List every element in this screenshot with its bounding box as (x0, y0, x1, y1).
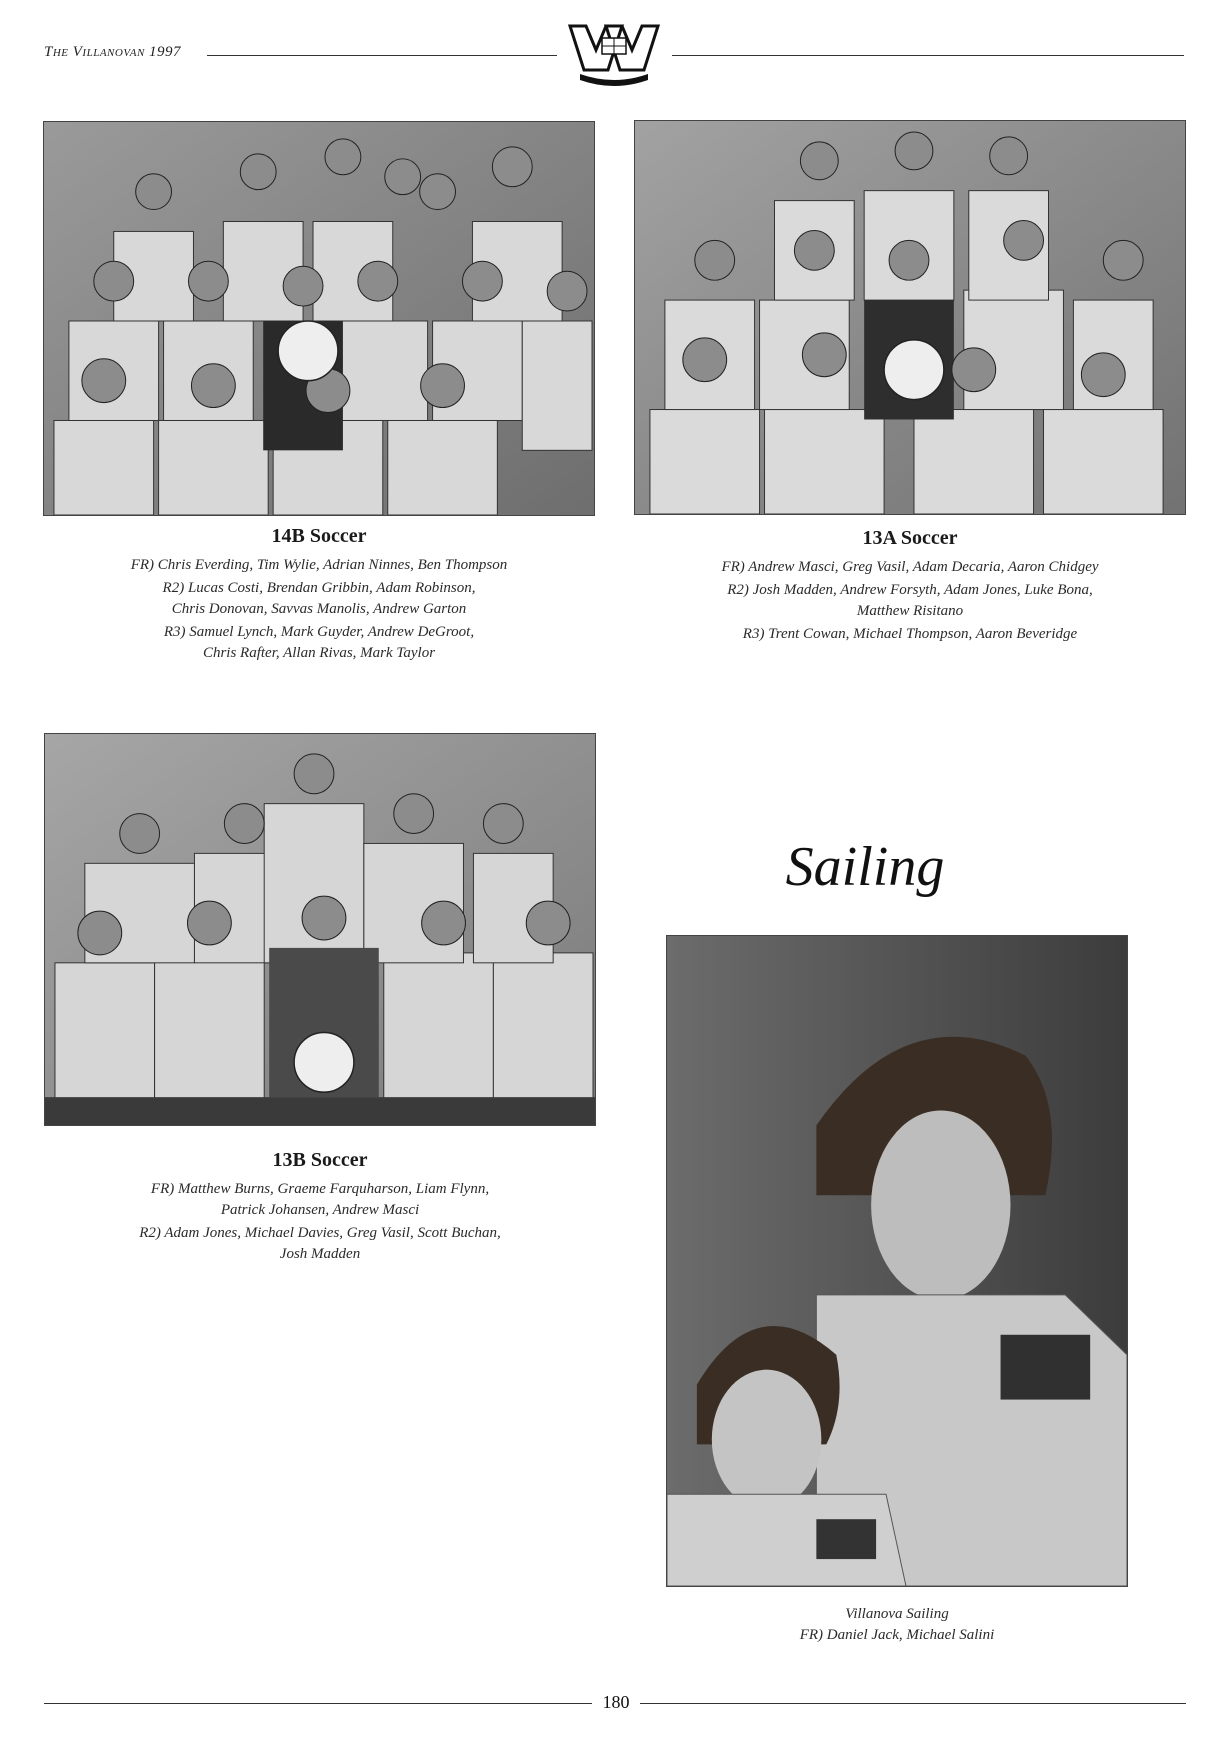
team-photo-14b-soccer (43, 121, 595, 516)
running-header-title: The Villanovan 1997 (44, 44, 182, 60)
caption-row: R2) Josh Madden, Andrew Forsyth, Adam Jones, Luke Bona, (727, 582, 1093, 598)
caption-title: 13A Soccer (862, 527, 958, 549)
caption-row: Chris Rafter, Allan Rivas, Mark Taylor (202, 645, 436, 661)
footer-rule-left (44, 1703, 592, 1704)
caption-row: FR) Chris Everding, Tim Wylie, Adrian Ninnes, Ben Thompson (130, 557, 508, 573)
caption-row: FR) Daniel Jack, Michael Salini (799, 1627, 995, 1643)
caption-row: R3) Samuel Lynch, Mark Guyder, Andrew DeGroot, (163, 624, 475, 640)
caption-row: Matthew Risitano (856, 603, 964, 619)
caption-row: FR) Andrew Masci, Greg Vasil, Adam Decaria, Aaron Chidgey (721, 559, 1099, 575)
team-photo-villanova-sailing (666, 935, 1128, 1587)
footer-rule-right (640, 1703, 1186, 1704)
caption-row: Josh Madden (279, 1246, 361, 1262)
page-number: 180 (594, 1692, 638, 1713)
caption-14b-soccer (43, 523, 595, 666)
caption-row: R3) Trent Cowan, Michael Thompson, Aaron Beveridge (742, 626, 1078, 642)
caption-title: 13B Soccer (272, 1149, 368, 1171)
header-rule-right (672, 55, 1184, 56)
caption-13b-soccer (44, 1147, 596, 1267)
team-photo-13b-soccer (44, 733, 596, 1126)
caption-row: Villanova Sailing (845, 1606, 949, 1622)
team-photo-13a-soccer (634, 120, 1186, 515)
caption-row: R2) Lucas Costi, Brendan Gribbin, Adam Robinson, (162, 580, 476, 596)
caption-row: Chris Donovan, Savvas Manolis, Andrew Garton (171, 601, 467, 617)
caption-villanova-sailing (666, 1604, 1128, 1648)
header-rule-left (207, 55, 557, 56)
section-title-sailing: Sailing (785, 836, 945, 898)
caption-row: R2) Adam Jones, Michael Davies, Greg Vasil, Scott Buchan, (139, 1225, 501, 1241)
school-crest-logo (566, 20, 662, 86)
caption-row: FR) Matthew Burns, Graeme Farquharson, Liam Flynn, (150, 1181, 490, 1197)
caption-13a-soccer (634, 525, 1186, 647)
caption-row: Patrick Johansen, Andrew Masci (220, 1202, 420, 1218)
caption-title: 14B Soccer (271, 525, 367, 547)
